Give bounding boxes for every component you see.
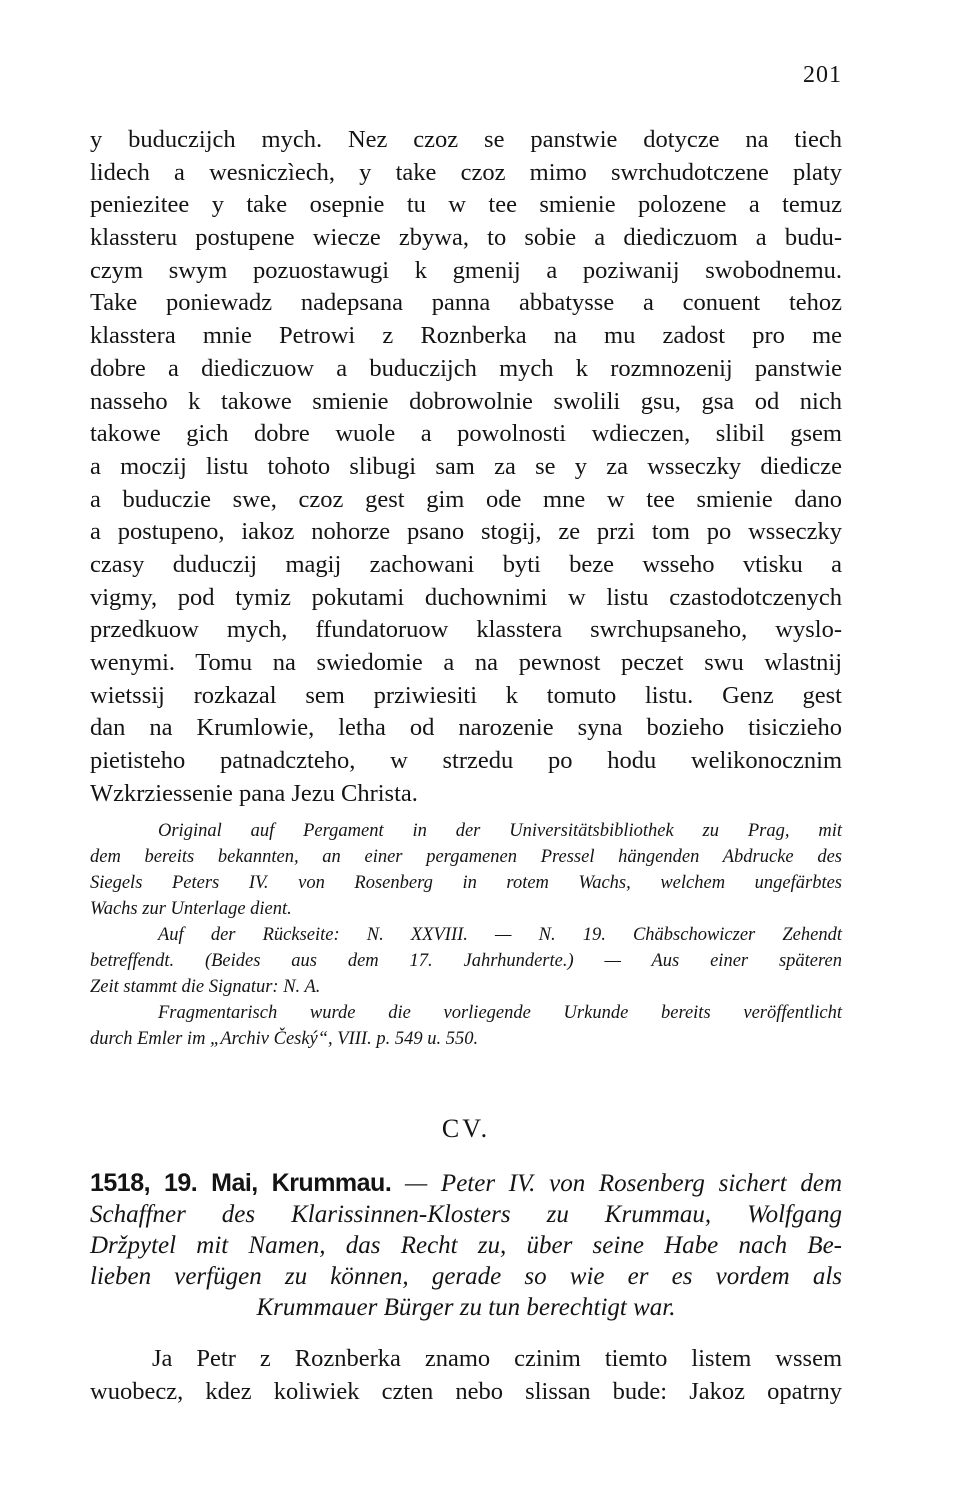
- note-line: Auf der Rückseite: N. XXVIII. — N. 19. Chäbschowiczer Zehendt: [158, 925, 842, 946]
- note-line: Wachs zur Unterlage dient.: [90, 899, 292, 920]
- charter-line: klassteru postupene wiecze zbywa, to sobie a diediczuom a budu-: [90, 224, 842, 252]
- summary-line: Krummauer Bürger zu tun berechtigt war.: [256, 1294, 676, 1322]
- page-number: 201: [803, 62, 842, 88]
- charter-text: [90, 124, 842, 810]
- charter-line: takowe gich dobre wuole a powolnosti wdieczen, slibil gsem: [90, 420, 842, 448]
- note-line: dem bereits bekannten, an einer pergamenen Pressel hängenden Abdrucke des: [90, 847, 842, 868]
- note-line: Zeit stammt die Signatur: N. A.: [90, 977, 321, 998]
- charter-line: dobre a diediczuow a buduczijch mych k rozmnozenij panstwie: [90, 354, 842, 382]
- charter-line: a postupeno, iakoz nohorze psano stogij, ze przi tom po wsseczky: [90, 518, 842, 546]
- charter-line: przedkuow mych, ffundatoruow klasstera swrchupsaneho, wyslo-: [90, 616, 842, 644]
- charter-line: vigmy, pod tymiz pokutami duchownimi w listu czastodotczenych: [90, 583, 842, 611]
- opening-line: wuobecz, kdez koliwiek czten nebo slissan bude: Jakoz opatrny: [90, 1378, 842, 1406]
- charter-line: klasstera mnie Petrowi z Roznberka na mu zadost pro me: [90, 322, 842, 350]
- summary-line: Schaffner des Klarissinnen-Klosters zu Krummau, Wolfgang: [90, 1201, 842, 1229]
- charter-line: czym swym pozuostawugi k gmenij a poziwanij swobodnemu.: [90, 256, 842, 284]
- note-line: Siegels Peters IV. von Rosenberg in rotem Wachs, welchem ungefärbtes: [90, 873, 842, 894]
- charter-line: pietisteho patnadczteho, w strzedu po hodu welikonocznim: [90, 747, 842, 775]
- note-line: betreffendt. (Beides aus dem 17. Jahrhunderte.) — Aus einer späteren: [90, 951, 842, 972]
- charter-line: wietssij rozkazal sem prziwiesiti k tomuto listu. Genz gest: [90, 681, 842, 709]
- charter-line: y buduczijch mych. Nez czoz se panstwie dotycze na tiech: [90, 126, 842, 153]
- document-summary: [90, 1168, 842, 1323]
- charter-line: Wzkrziessenie pana Jezu Christa.: [90, 779, 418, 807]
- note-line: Fragmentarisch wurde die vorliegende Urkunde bereits veröffentlicht: [158, 1003, 842, 1024]
- opening-line: Ja Petr z Roznberka znamo czinim tiemto listem wssem: [152, 1345, 842, 1373]
- section-number: CV.: [441, 1114, 491, 1144]
- charter-line: a buduczie swe, czoz gest gim ode mne w tee smienie dano: [90, 485, 842, 513]
- charter-line: czasy duduczij magij zachowani byti beze wsseho vtisku a: [90, 550, 842, 578]
- charter-line: a moczij listu tohoto slibugi sam za se y za wsseczky diedicze: [90, 452, 842, 480]
- charter-line: Take poniewadz nadepsana panna abbatysse a conuent tehoz: [90, 289, 842, 317]
- charter-line: nasseho k takowe smienie dobrowolnie swolili gsu, gsa od nich: [90, 387, 842, 415]
- charter-line: peniezitee y take osepnie tu w tee smienie polozene a temuz: [90, 191, 842, 219]
- charter-opening: [90, 1343, 842, 1408]
- editorial-notes: [90, 818, 842, 1052]
- summary-line: Držpytel mit Namen, das Recht zu, über seine Habe nach Be-: [90, 1232, 842, 1260]
- note-line: durch Emler im „Archiv Český“, VIII. p. 549 u. 550.: [90, 1029, 479, 1050]
- charter-line: lidech a wesniczìech, y take czoz mimo swrchudotczene platy: [90, 158, 842, 186]
- note-line: Original auf Pergament in der Universitätsbibliothek zu Prag, mit: [158, 821, 842, 842]
- page-body: [90, 124, 842, 1409]
- summary-text: — Peter IV. von Rosenberg sichert dem: [405, 1170, 843, 1198]
- charter-line: dan na Krumlowie, letha od narozenie syna bozieho tisicziehо: [90, 714, 842, 742]
- summary-line: lieben verfügen zu können, gerade so wie er es vordem als: [90, 1263, 842, 1291]
- summary-line-first: [90, 1168, 842, 1199]
- document-date: 1518, 19. Mai, Krummau.: [90, 1169, 392, 1198]
- charter-line: wenymi. Tomu na swiedomie a na pewnost peczet swu wlastnij: [90, 649, 842, 676]
